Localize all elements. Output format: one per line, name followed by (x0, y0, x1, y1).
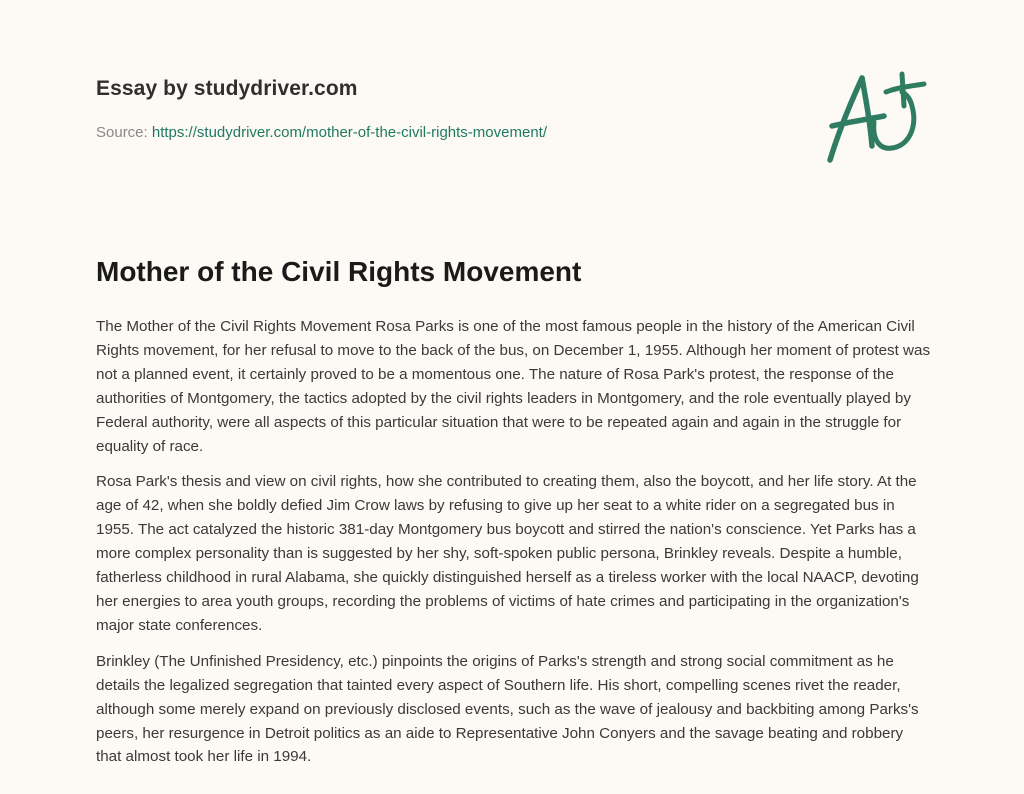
article-paragraph: Brinkley (The Unfinished Presidency, etc.) pinpoints the origins of Parks's strength and strong social commitment as he details the legalized segregation that tainted every aspect of Southern life. His short, compelling scenes rivet the reader, although some merely expand on previously disclosed events, such as the wave of jealousy and backbiting among Parks's peers, her resurgence in Detroit politics as an aide to Representative John Conyers and the savage beating and robbery that almost took her life in 1994. (96, 652, 919, 766)
source-link[interactable]: https://studydriver.com/mother-of-the-civil-rights-movement/ (151, 124, 547, 141)
article-paragraph: The Mother of the Civil Rights Movement Rosa Parks is one of the most famous people in the history of the American Civil Rights movement, for her refusal to move to the back of the bus, on December 1, 1955. Although her moment of protest was not a planned event, it certainly proved to be a momentous one. The nature of Rosa Park's protest, the response of the authorities of Montgomery, the tactics adopted by the civil rights leaders in Montgomery, and the role eventually played by Federal authority, were all aspects of this particular situation that were to be repeated again and again in the struggle for equality of race. (96, 318, 931, 455)
a-plus-grade-icon (820, 64, 932, 168)
article-paragraph: Rosa Park's thesis and view on civil rights, how she contributed to creating them, also the boycott, and her life story. At the age of 42, when she boldly defied Jim Crow laws by refusing to give up her seat to a white rider on a segregated bus in 1955. The act catalyzed the historic 381-day Montgomery bus boycott and stirred the nation's conscience. Yet Parks has a more complex personality than is suggested by her shy, soft-spoken public persona, Brinkley reveals. Despite a humble, fatherless childhood in rural Alabama, she quickly distinguished herself as a tireless worker with the local NAACP, devoting her energies to area youth groups, recording the problems of victims of hate crimes and participating in the organization's major state conferences. (96, 473, 919, 634)
site-title: Essay by studydriver.com (96, 77, 358, 100)
article-title: Mother of the Civil Rights Movement (96, 256, 582, 287)
source-line (96, 124, 547, 141)
source-label: Source: (96, 124, 148, 141)
article-body (96, 315, 932, 781)
